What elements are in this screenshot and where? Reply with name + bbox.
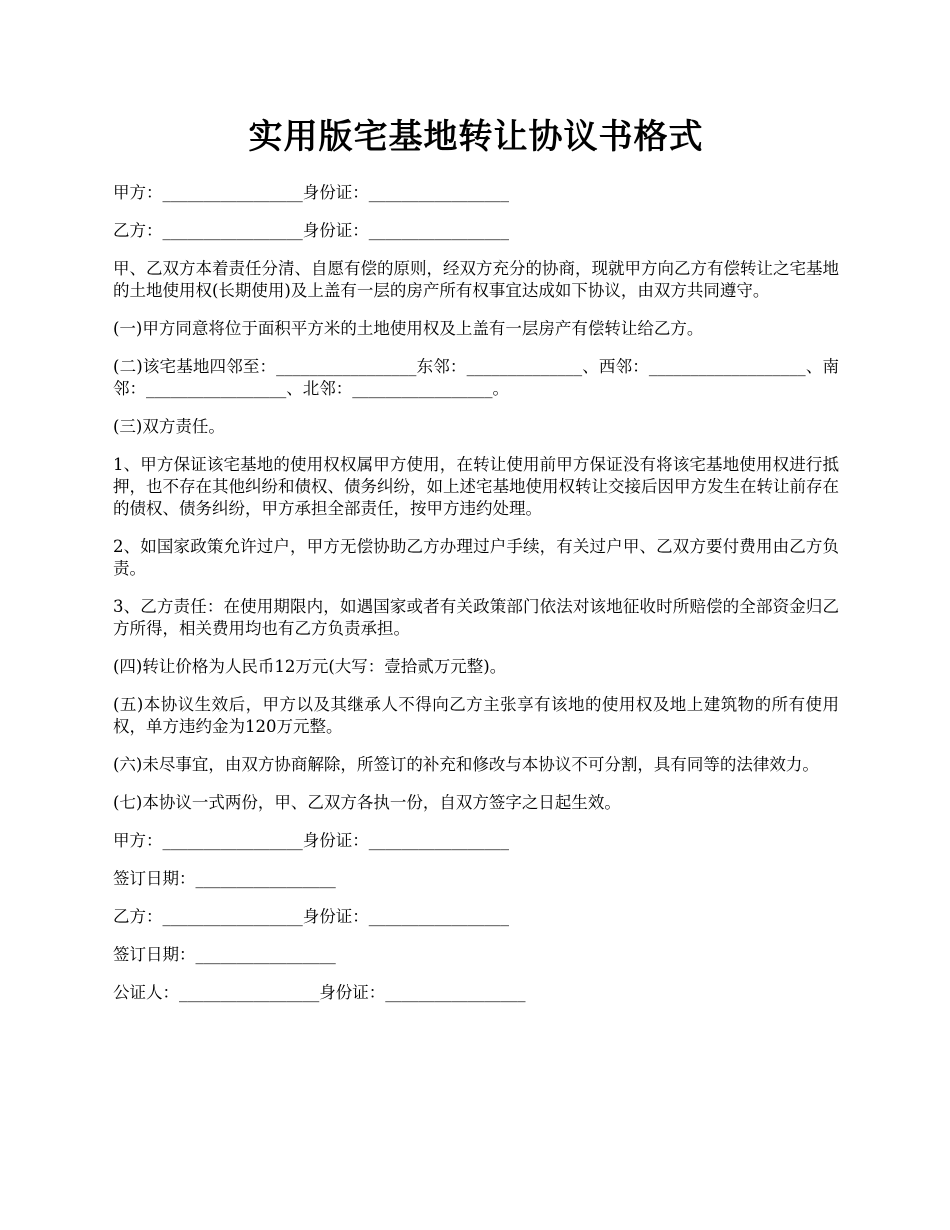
clause-3-heading: (三)双方责任。	[113, 417, 225, 436]
document-page	[113, 108, 839, 1020]
clause-7-copies: (七)本协议一式两份，甲、乙双方各执一份，自双方签字之日起生效。	[113, 793, 621, 812]
responsibility-item-2: 2、如国家政策允许过户，甲方无偿协助乙方办理过户手续，有关过户甲、乙双方要付费用由乙方负责。	[113, 537, 839, 578]
signing-date-a: 签订日期：_________________	[113, 869, 336, 888]
signing-date-b: 签订日期：_________________	[113, 945, 336, 964]
document-title: 实用版宅基地转让协议书格式	[248, 117, 704, 157]
clause-5-effect: (五)本协议生效后，甲方以及其继承人不得向乙方主张享有该地的使用权及地上建筑物的所有使用权，单方违约金为120万元整。	[113, 695, 839, 736]
signature-party-b: 乙方：_________________身份证：_________________	[113, 907, 509, 926]
party-a-line: 甲方：_________________身份证：_________________	[113, 183, 509, 202]
clause-1: (一)甲方同意将位于面积平方米的土地使用权及上盖有一层房产有偿转让给乙方。	[113, 319, 704, 338]
notary-line: 公证人：_________________身份证：_________________	[113, 983, 526, 1002]
clause-2-boundaries: (二)该宅基地四邻至：_________________东邻：______________、西邻：___________________、南邻：_________________、北邻：_________________。	[113, 357, 839, 398]
responsibility-item-1: 1、甲方保证该宅基地的使用权权属甲方使用，在转让使用前甲方保证没有将该宅基地使用权进行抵押，也不存在其他纠纷和债权、债务纠纷，如上述宅基地使用权转让交接后因甲方发生在转让前存在的债权、债务纠纷，甲方承担全部责任，按甲方违约处理。	[113, 455, 839, 518]
clause-6-misc: (六)未尽事宜，由双方协商解除，所签订的补充和修改与本协议不可分割，具有同等的法律效力。	[113, 755, 819, 774]
responsibility-item-3: 3、乙方责任：在使用期限内，如遇国家或者有关政策部门依法对该地征收时所赔偿的全部资金归乙方所得，相关费用均也有乙方负责承担。	[113, 597, 839, 638]
clause-4-price: (四)转让价格为人民币12万元(大写：壹拾贰万元整)。	[113, 657, 507, 676]
preamble-paragraph: 甲、乙双方本着责任分清、自愿有偿的原则，经双方充分的协商，现就甲方向乙方有偿转让之宅基地的土地使用权(长期使用)及上盖有一层的房产所有权事宜达成如下协议，由双方共同遵守。	[113, 259, 839, 300]
signature-party-a: 甲方：_________________身份证：_________________	[113, 831, 509, 850]
party-b-line: 乙方：_________________身份证：_________________	[113, 221, 509, 240]
